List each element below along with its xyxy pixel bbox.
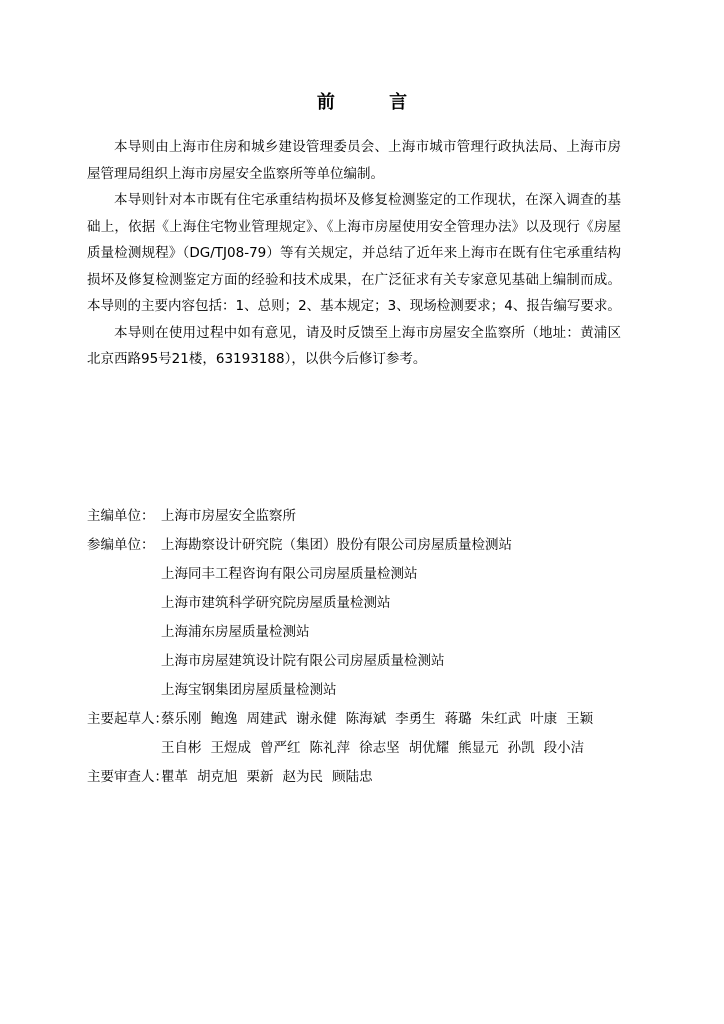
participant-row — [87, 589, 627, 618]
participant-unit: 上海市建筑科学研究院房屋质量检测站 — [161, 595, 391, 611]
drafters-label: 主要起草人： — [87, 711, 168, 727]
participant-unit: 上海同丰工程咨询有限公司房屋质量检测站 — [161, 566, 418, 582]
participants-label: 参编单位： — [87, 537, 155, 553]
participant-unit: 上海市房屋建筑设计院有限公司房屋质量检测站 — [161, 653, 445, 669]
participant-unit: 上海浦东房屋质量检测站 — [161, 624, 310, 640]
paragraph: 本导则由上海市住房和城乡建设管理委员会、上海市城市管理行政执法局、上海市房屋管理局组织上海市房屋安全监察所等单位编制。 — [87, 139, 621, 182]
reviewers-names: 瞿革 胡克旭 栗新 赵为民 顾陆忠 — [161, 769, 373, 785]
page-title: 前 言 — [316, 92, 432, 113]
participant-row — [87, 618, 627, 647]
paragraph: 本导则针对本市既有住宅承重结构损坏及修复检测鉴定的工作现状，在深入调查的基础上，依据《上海住宅物业管理规定》、《上海市房屋使用安全管理办法》以及现行《房屋质量检测规程》（DG/TJ08-79）等有关规定，并总结了近年来上海市在既有住宅承重结构损坏及修复检测鉴定方面的经验和技术成果，在广泛征求有关专家意见基础上编制而成。本导则的主要内容包括：1、总则；2、基本规定；3、现场检测要求；4、报告编写要求。 — [87, 192, 621, 314]
chief-editor-row — [87, 502, 627, 531]
participant-row — [87, 560, 627, 589]
paragraph: 本导则在使用过程中如有意见，请及时反馈至上海市房屋安全监察所（地址：黄浦区北京西路95号21楼，63193188），以供今后修订参考。 — [87, 324, 621, 367]
reviewers-label: 主要审查人： — [87, 769, 168, 785]
participant-unit: 上海宝钢集团房屋质量检测站 — [161, 682, 337, 698]
drafters-names: 蔡乐刚 鲍逸 周建武 谢永健 陈海斌 李勇生 蒋璐 朱红武 叶康 王颖 — [161, 711, 594, 727]
credits-section — [87, 502, 627, 792]
drafters-names: 王自彬 王煜成 曾严红 陈礼萍 徐志坚 胡优耀 熊显元 孙凯 段小洁 — [161, 740, 585, 756]
preface-body — [87, 134, 621, 373]
reviewers-row — [87, 763, 627, 792]
chief-editor-label: 主编单位： — [87, 508, 155, 524]
participant-unit: 上海勘察设计研究院（集团）股份有限公司房屋质量检测站 — [161, 537, 512, 553]
participant-row — [87, 647, 627, 676]
chief-editor-value: 上海市房屋安全监察所 — [161, 508, 296, 524]
drafters-row — [87, 705, 627, 734]
participant-row — [87, 531, 627, 560]
participant-row — [87, 676, 627, 705]
drafters-row — [87, 734, 627, 763]
